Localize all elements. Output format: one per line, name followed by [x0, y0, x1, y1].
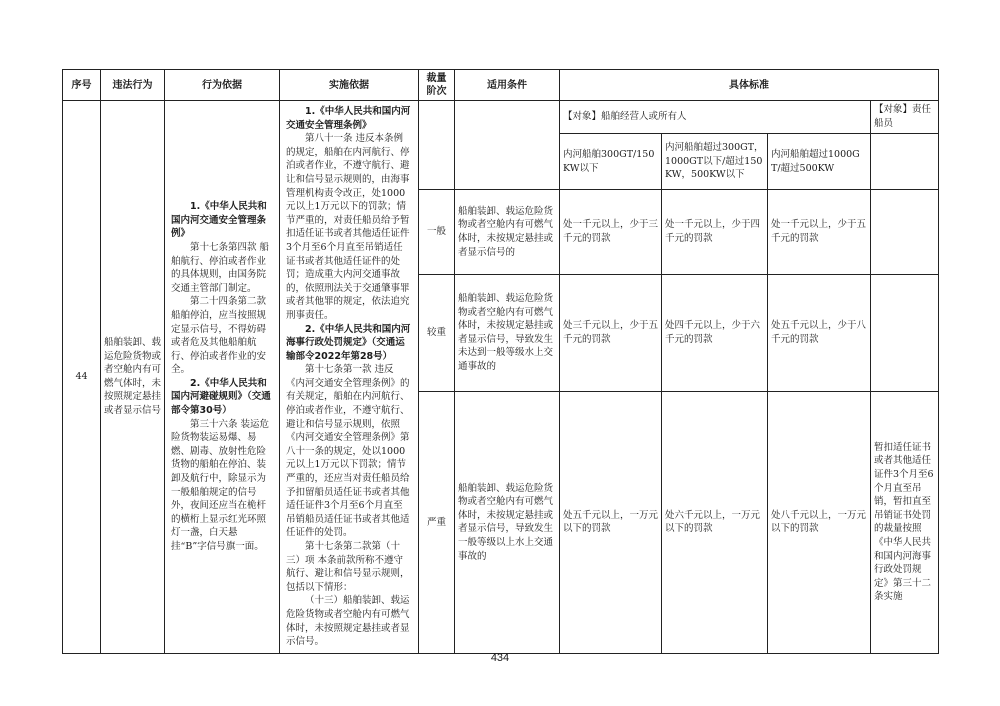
tier-crew-blank — [871, 133, 939, 190]
penalty-cell: 处五千元以上，一万元以下的罚款 — [560, 392, 662, 654]
penalty-cell: 处三千元以上，少于五千元的罚款 — [560, 274, 662, 392]
header-condition: 适用条件 — [455, 70, 560, 101]
level-name: 一般 — [419, 190, 455, 274]
ratio-blank — [419, 101, 455, 190]
level-condition: 船舶装卸、载运危险货物或者空舱内有可燃气体时，未按规定悬挂或者显示信号，导致发生一般等级以上水上交通事故的 — [455, 392, 560, 654]
crew-penalty-cell — [871, 274, 939, 392]
header-violation: 违法行为 — [101, 70, 165, 101]
penalty-cell: 处四千元以上，少于六千元的罚款 — [662, 274, 768, 392]
basis-paragraph: （十三）船舶装卸、载运危险货物或者空舱内有可燃气体时，未按照规定悬挂或者显示信号。 — [286, 595, 410, 648]
basis-paragraph: 第二十四条第二款 船舶停泊，应当按照规定显示信号，不得妨碍或者危及其他船舶航行、停泊或者作业的安全。 — [171, 296, 267, 376]
basis-heading: 1.《中华人民共和国内河交通安全管理条例》 — [171, 201, 267, 240]
tier-medium: 内河船舶超过300GT，1000GT以下/超过150KW，500KW以下 — [662, 133, 768, 190]
penalty-cell: 处八千元以上，一万元以下的罚款 — [768, 392, 871, 654]
impl-basis — [280, 101, 419, 654]
penalty-cell: 处一千元以上，少于三千元的罚款 — [560, 190, 662, 274]
basis-heading: 1.《中华人民共和国内河交通安全管理条例》 — [286, 106, 411, 131]
basis-heading: 2.《中华人民共和国内河避碰规则》（交通部令第30号） — [171, 377, 271, 417]
row-seq: 44 — [63, 101, 101, 654]
object-crew: 【对象】责任船员 — [871, 101, 939, 134]
level-name: 较重 — [419, 274, 455, 392]
header-seq: 序号 — [63, 70, 101, 101]
basis-heading: 2.《中华人民共和国内河海事行政处罚规定》（交通运输部令2022年第28号） — [286, 323, 411, 362]
basis-paragraph: 第十七条第一款 违反《内河交通安全管理条例》的有关规定，船舶在内河航行、停泊或者作业，不遵守航行、避让和信号显示规则，依照《内河交通安全管理条例》第八十一条的规定，处以1000元以上1万元以下罚款；情节严重的，还应当对责任船员给予扣留船员适任证书或者其他适任证件3个月至6个月直至吊销船员适任证书或者其他适任证件的处罚。 — [286, 364, 410, 539]
penalty-cell: 处一千元以上，少于五千元的罚款 — [768, 190, 871, 274]
penalty-cell: 处五千元以上，少于八千元的罚款 — [768, 274, 871, 392]
penalty-standards-table — [62, 69, 939, 654]
crew-penalty-cell: 暂扣适任证书或者其他适任证件3个月至6个月直至吊销，暂扣直至吊销证书处罚的裁量按照《中华人民共和国内河海事行政处罚规定》第三十二条实施 — [871, 392, 939, 654]
header-behavior-basis: 行为依据 — [165, 70, 280, 101]
tier-small: 内河船舶300GT/150KW以下 — [560, 133, 662, 190]
violation-description: 船舶装卸、载运危险货物或者空舱内有可燃气体时，未按照规定悬挂或者显示信号 — [101, 101, 165, 654]
crew-penalty-cell — [871, 190, 939, 274]
basis-paragraph: 第十七条第二款第（十三）项 本条前款所称不遵守航行、避让和信号显示规则，包括以下情形： — [286, 541, 410, 593]
tier-large: 内河船舶超过1000GT/超过500KW — [768, 133, 871, 190]
object-row — [63, 101, 939, 134]
basis-paragraph: 第三十六条 装运危险货物装运易爆、易燃、剧毒、放射性危险货物的船舶在停泊、装卸及航行中，除显示为一般船舶规定的信号外，夜间还应当在桅杆的横桁上显示红光环照灯一盏，白天悬挂“B”字信号旗一面。 — [171, 418, 270, 552]
penalty-cell: 处一千元以上，少于四千元的罚款 — [662, 190, 768, 274]
basis-paragraph: 第八十一条 违反本条例的规定，船舶在内河航行、停泊或者作业，不遵守航行、避让和信号显示规则的，由海事管理机构责令改正，处1000元以上1万元以下的罚款；情节严重的，对责任船员给予暂扣适任证书或者其他适任证件3个月至6个月直至吊销适任证书或者其他适任证件的处罚；造成重大内河交通事故的，依照刑法关于交通肇事罪或者其他罪的规定，依法追究刑事责任。 — [286, 133, 410, 321]
level-name: 严重 — [419, 392, 455, 654]
header-standard: 具体标准 — [560, 70, 939, 101]
object-owner: 【对象】船舶经营人或所有人 — [560, 101, 871, 134]
level-condition: 船舶装卸、载运危险货物或者空舱内有可燃气体时，未按规定悬挂或者显示信号，导致发生未达到一般等级水上交通事故的 — [455, 274, 560, 392]
header-row — [63, 70, 939, 101]
condition-blank — [455, 101, 560, 190]
behavior-basis — [165, 101, 280, 654]
header-ratio: 裁量阶次 — [419, 70, 455, 101]
penalty-cell: 处六千元以上，一万元以下的罚款 — [662, 392, 768, 654]
page-number: 434 — [490, 652, 510, 664]
header-impl-basis: 实施依据 — [280, 70, 419, 101]
level-condition: 船舶装卸、载运危险货物或者空舱内有可燃气体时，未按规定悬挂或者显示信号的 — [455, 190, 560, 274]
basis-paragraph: 第十七条第四款 船舶航行、停泊或者作业的具体规则，由国务院交通主管部门制定。 — [171, 241, 270, 294]
